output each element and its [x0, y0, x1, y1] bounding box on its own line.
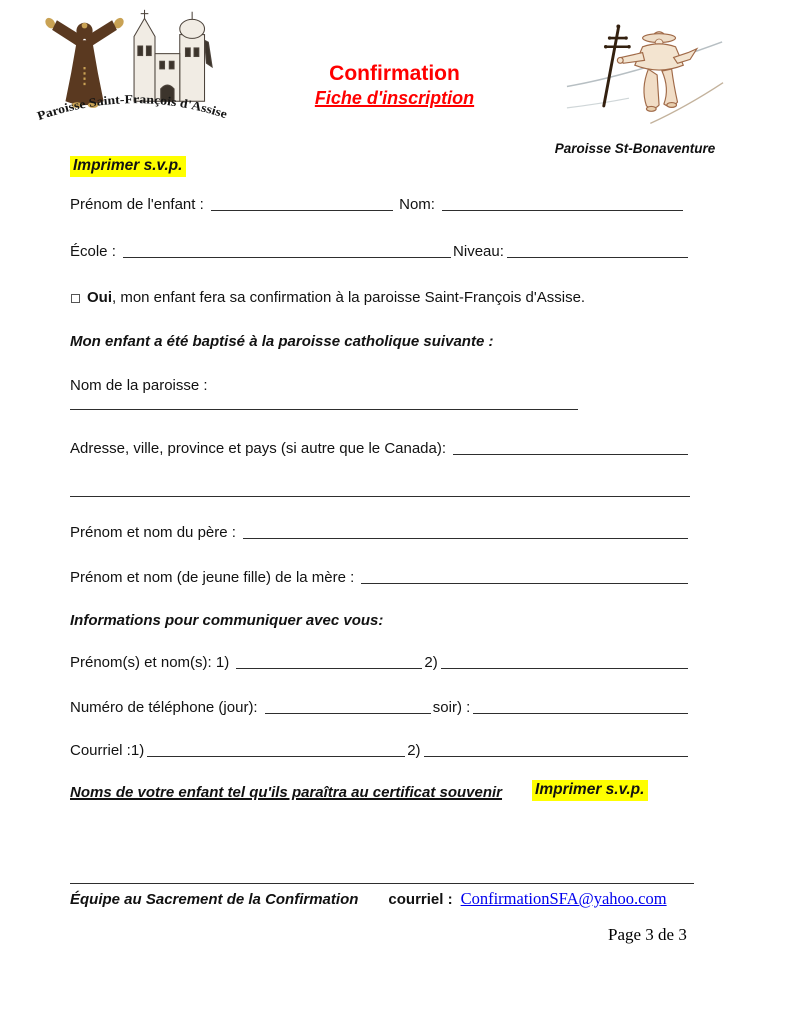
page-title: Confirmation	[329, 62, 460, 85]
footer-row	[70, 889, 667, 909]
email-link[interactable]: ConfirmationSFA@yahoo.com	[460, 889, 667, 908]
email2-label: 2)	[407, 742, 421, 759]
parent1-blank-line	[236, 655, 422, 669]
parent2-blank-line	[441, 655, 688, 669]
baptism-heading-text: Mon enfant a été baptisé à la paroisse catholique suivante :	[70, 333, 494, 350]
logo-right-caption: Paroisse St-Bonaventure	[554, 141, 716, 156]
mother-name-row	[70, 569, 690, 586]
phone-evening-label: soir) :	[432, 699, 471, 716]
address-blank-line	[453, 441, 688, 455]
address-continuation-line	[70, 477, 690, 497]
certificate-name-blank-line	[70, 864, 694, 884]
parents-names-label: Prénom(s) et nom(s): 1)	[70, 654, 234, 671]
confirmation-consent-row	[70, 289, 585, 306]
cross-staff-icon	[604, 24, 631, 105]
address-label: Adresse, ville, province et pays (si autre que le Canada):	[70, 440, 451, 457]
email1-label: Courriel :1)	[70, 742, 145, 759]
phone-day-blank-line	[265, 700, 431, 714]
email-row	[70, 742, 690, 759]
baptism-heading	[70, 333, 493, 350]
contact-heading	[70, 612, 383, 629]
school-row	[70, 243, 690, 260]
last-name-blank-line	[442, 197, 683, 211]
school-label: École :	[70, 243, 121, 260]
page-number: Page 3 de 3	[608, 925, 687, 944]
phone-evening-blank-line	[473, 700, 688, 714]
child-name-row	[70, 196, 685, 213]
mother-label: Prénom et nom (de jeune fille) de la mère :	[70, 569, 359, 586]
father-name-row	[70, 524, 690, 541]
first-name-label: Prénom de l'enfant :	[70, 196, 208, 213]
logo-left-caption: Paroisse Saint-François d'Assise	[35, 92, 229, 124]
oui-label: Oui	[87, 289, 112, 306]
print-note-row	[70, 156, 186, 177]
certificate-print-note: Imprimer s.v.p.	[532, 780, 648, 801]
oui-checkbox	[71, 294, 80, 303]
address-row	[70, 440, 690, 457]
page-subtitle: Fiche d'inscription	[314, 88, 475, 109]
pilgrim-icon	[565, 14, 725, 130]
parish-bonaventure-logo	[565, 14, 725, 135]
print-note: Imprimer s.v.p.	[70, 156, 186, 177]
certificate-heading: Noms de votre enfant tel qu'ils paraîtra au certificat souvenir	[70, 784, 503, 801]
contact-heading-text: Informations pour communiquer avec vous:	[70, 612, 384, 629]
phone-day-label: Numéro de téléphone (jour):	[70, 699, 262, 716]
level-label: Niveau:	[453, 243, 504, 260]
parents-names-row	[70, 654, 690, 671]
level-blank-line	[507, 244, 688, 258]
school-blank-line	[123, 244, 451, 258]
team-label: Équipe au Sacrement de la Confirmation	[70, 891, 359, 908]
parish-name-label: Nom de la paroisse :	[70, 377, 208, 394]
mother-blank-line	[361, 570, 688, 584]
certificate-heading-row	[70, 780, 648, 801]
phone-row	[70, 699, 690, 716]
email1-blank-line	[147, 743, 405, 757]
parish-name-blank-line	[70, 390, 578, 410]
last-name-label: Nom:	[394, 196, 440, 213]
consent-text: , mon enfant fera sa confirmation à la paroisse Saint-François d'Assise.	[112, 289, 586, 306]
parents-names-label-2: 2)	[424, 654, 438, 671]
first-name-blank-line	[211, 197, 393, 211]
email-contact-label: courriel :	[388, 891, 453, 908]
email2-blank-line	[424, 743, 688, 757]
father-blank-line	[243, 525, 688, 539]
father-label: Prénom et nom du père :	[70, 524, 241, 541]
